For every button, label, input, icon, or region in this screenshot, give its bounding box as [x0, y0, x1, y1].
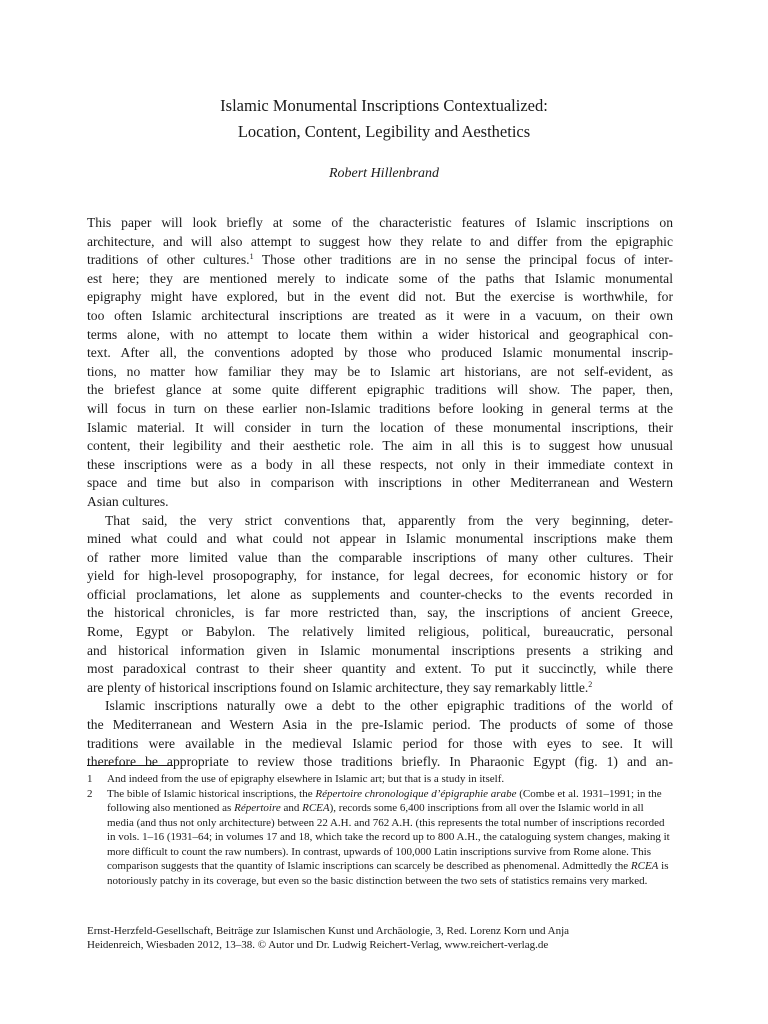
text-line: these inscriptions were as a body in all these respects, not only in their immediate context in	[87, 456, 673, 472]
text-line: That said, the very strict conventions that, apparently from the very beginning, deter-	[105, 512, 673, 528]
text-line: of rather more limited value than the comparable inscriptions of many other cultures. Their	[87, 549, 673, 565]
text-line: yield for high-level prosopography, for instance, for legal decrees, for economic history or for	[87, 568, 673, 584]
text-line: epigraphy might have explored, but in the event did not. But the exercise is worthwhile, for	[87, 289, 673, 305]
text-span: traditions of other cultures.	[87, 252, 250, 268]
text-line: architecture, and will also attempt to suggest how they relate to and differ from the epigraphic	[87, 233, 673, 249]
text-line: the historical chronicles, is far more restricted than, say, the inscriptions of ancient Greece,	[87, 605, 673, 621]
text-line: mined what could and what could not appear in Islamic monumental inscriptions make them	[87, 531, 673, 547]
text-span: Those other traditions are in no sense the principal focus of inter-	[253, 252, 673, 268]
text-span: is notoriously patchy in its coverage, but even so the basic distinction between the two sets of statistics remains very marked.	[107, 860, 669, 887]
italic-title: Répertoire chronologique d’épigraphie arabe	[315, 787, 517, 800]
footnotes	[87, 772, 673, 888]
text-line: Rome, Egypt or Babylon. The relatively limited religious, political, bureaucratic, personal	[87, 624, 673, 640]
italic-title: RCEA	[302, 802, 330, 814]
paper-title	[0, 93, 768, 145]
text-line: tions, no matter how familiar they may be to Islamic art historians, are not self-evident, as	[87, 363, 673, 379]
author-name: Robert Hillenbrand	[328, 166, 440, 181]
footnote-text: And indeed from the use of epigraphy elsewhere in Islamic art; but that is a study in itself.	[107, 773, 505, 785]
text-line: therefore be appropriate to review those traditions briefly. In Pharaonic Egypt (fig. 1) and an-	[87, 754, 673, 770]
text-line: content, their legibility and their aesthetic role. The aim in all this is to suggest how unusual	[87, 438, 673, 454]
text-line: Asian cultures.	[87, 493, 169, 509]
text-line: space and time but also in comparison with inscriptions in other Mediterranean and Western	[87, 475, 673, 491]
text-line: terms alone, with no attempt to locate them within a wider historical and geographical con-	[87, 326, 673, 342]
title-line-1: Islamic Monumental Inscriptions Contextualized:	[220, 96, 548, 115]
text-line: the Mediterranean and Western Asia in the pre-Islamic period. The products of some of those	[87, 717, 673, 733]
text-line: and historical information given in Islamic monumental inscriptions presents a striking and	[87, 642, 673, 658]
footnote-ref-2: 2	[588, 679, 593, 689]
text-line: most paradoxical contrast to their sheer quantity and extent. To put it succinctly, while there	[87, 661, 673, 677]
footnote-number: 2	[87, 787, 93, 800]
body-text	[87, 214, 673, 772]
footnote-separator	[87, 765, 173, 766]
text-span: are plenty of historical inscriptions found on Islamic architecture, they say remarkably little.	[87, 679, 589, 695]
text-line: will focus in turn on these earlier non-Islamic traditions before looking in general terms at the	[87, 400, 673, 416]
publication-credit	[87, 924, 673, 952]
footnote-text	[107, 787, 673, 889]
footnote-1	[87, 772, 673, 787]
footnote-2	[87, 787, 673, 889]
text-line: traditions were available in the medieval Islamic period for those with eyes to see. It will	[87, 735, 673, 751]
paragraph-1	[87, 214, 673, 512]
text-line: Islamic inscriptions naturally owe a debt to the other epigraphic traditions of the world of	[105, 698, 673, 714]
text-line: est here; they are mentioned merely to indicate some of the paths that Islamic monumental	[87, 270, 673, 286]
footnote-number: 1	[87, 773, 93, 785]
text-line: the briefest glance at some quite different epigraphic traditions will show. The paper, then,	[87, 382, 673, 398]
text-line: Islamic material. It will consider in turn the location of these monumental inscriptions, their	[87, 419, 673, 435]
paragraph-3	[87, 697, 673, 771]
title-line-2: Location, Content, Legibility and Aesthetics	[237, 122, 531, 141]
text-span: and	[280, 802, 303, 814]
text-span: (Combe et al. 1931–1991; in the following also mentioned as	[107, 787, 662, 814]
text-line	[87, 679, 673, 698]
text-line: too often Islamic architectural inscriptions are treated as it were in a vacuum, on their own	[87, 307, 673, 323]
text-line: This paper will look briefly at some of the characteristic features of Islamic inscriptions on	[87, 215, 673, 230]
text-line: official proclamations, let alone as supplements and counter-checks to the events recorded in	[87, 586, 673, 602]
paragraph-2	[87, 512, 673, 698]
credit-line-2: Heidenreich, Wiesbaden 2012, 13–38. © Autor und Dr. Ludwig Reichert-Verlag, www.reichert-verlag.de	[87, 939, 549, 951]
text-line	[87, 251, 673, 270]
text-span: ), records some 6,400 inscriptions from all over the Islamic world in all media (and thus not only architecture) between 22 A.H. and 762 A.H. (this represents the total number of inscriptions recorded in vols. 1–16 (1931–64; in volumes 17 and 18, which take the record up to 800 A.H., the cataloguing system changes, making it more difficult to count the raw numbers). In contrast, upwards of 100,000 Latin inscriptions survive from Rome alone. This comparison suggests that the quantity of Islamic inscriptions can scarcely be described as phenomenal. Admittedly the	[107, 802, 670, 872]
italic-title: RCEA	[630, 860, 659, 872]
credit-line-1: Ernst-Herzfeld-Gesellschaft, Beiträge zur Islamischen Kunst und Archäologie, 3, Red. Lorenz Korn und Anja	[87, 925, 570, 937]
text-span: The bible of Islamic historical inscriptions, the	[107, 787, 316, 800]
italic-title: Répertoire	[234, 802, 281, 814]
footnote-ref-1: 1	[249, 252, 254, 262]
text-line: text. After all, the conventions adopted by those who produced Islamic monumental inscrip-	[87, 345, 673, 361]
